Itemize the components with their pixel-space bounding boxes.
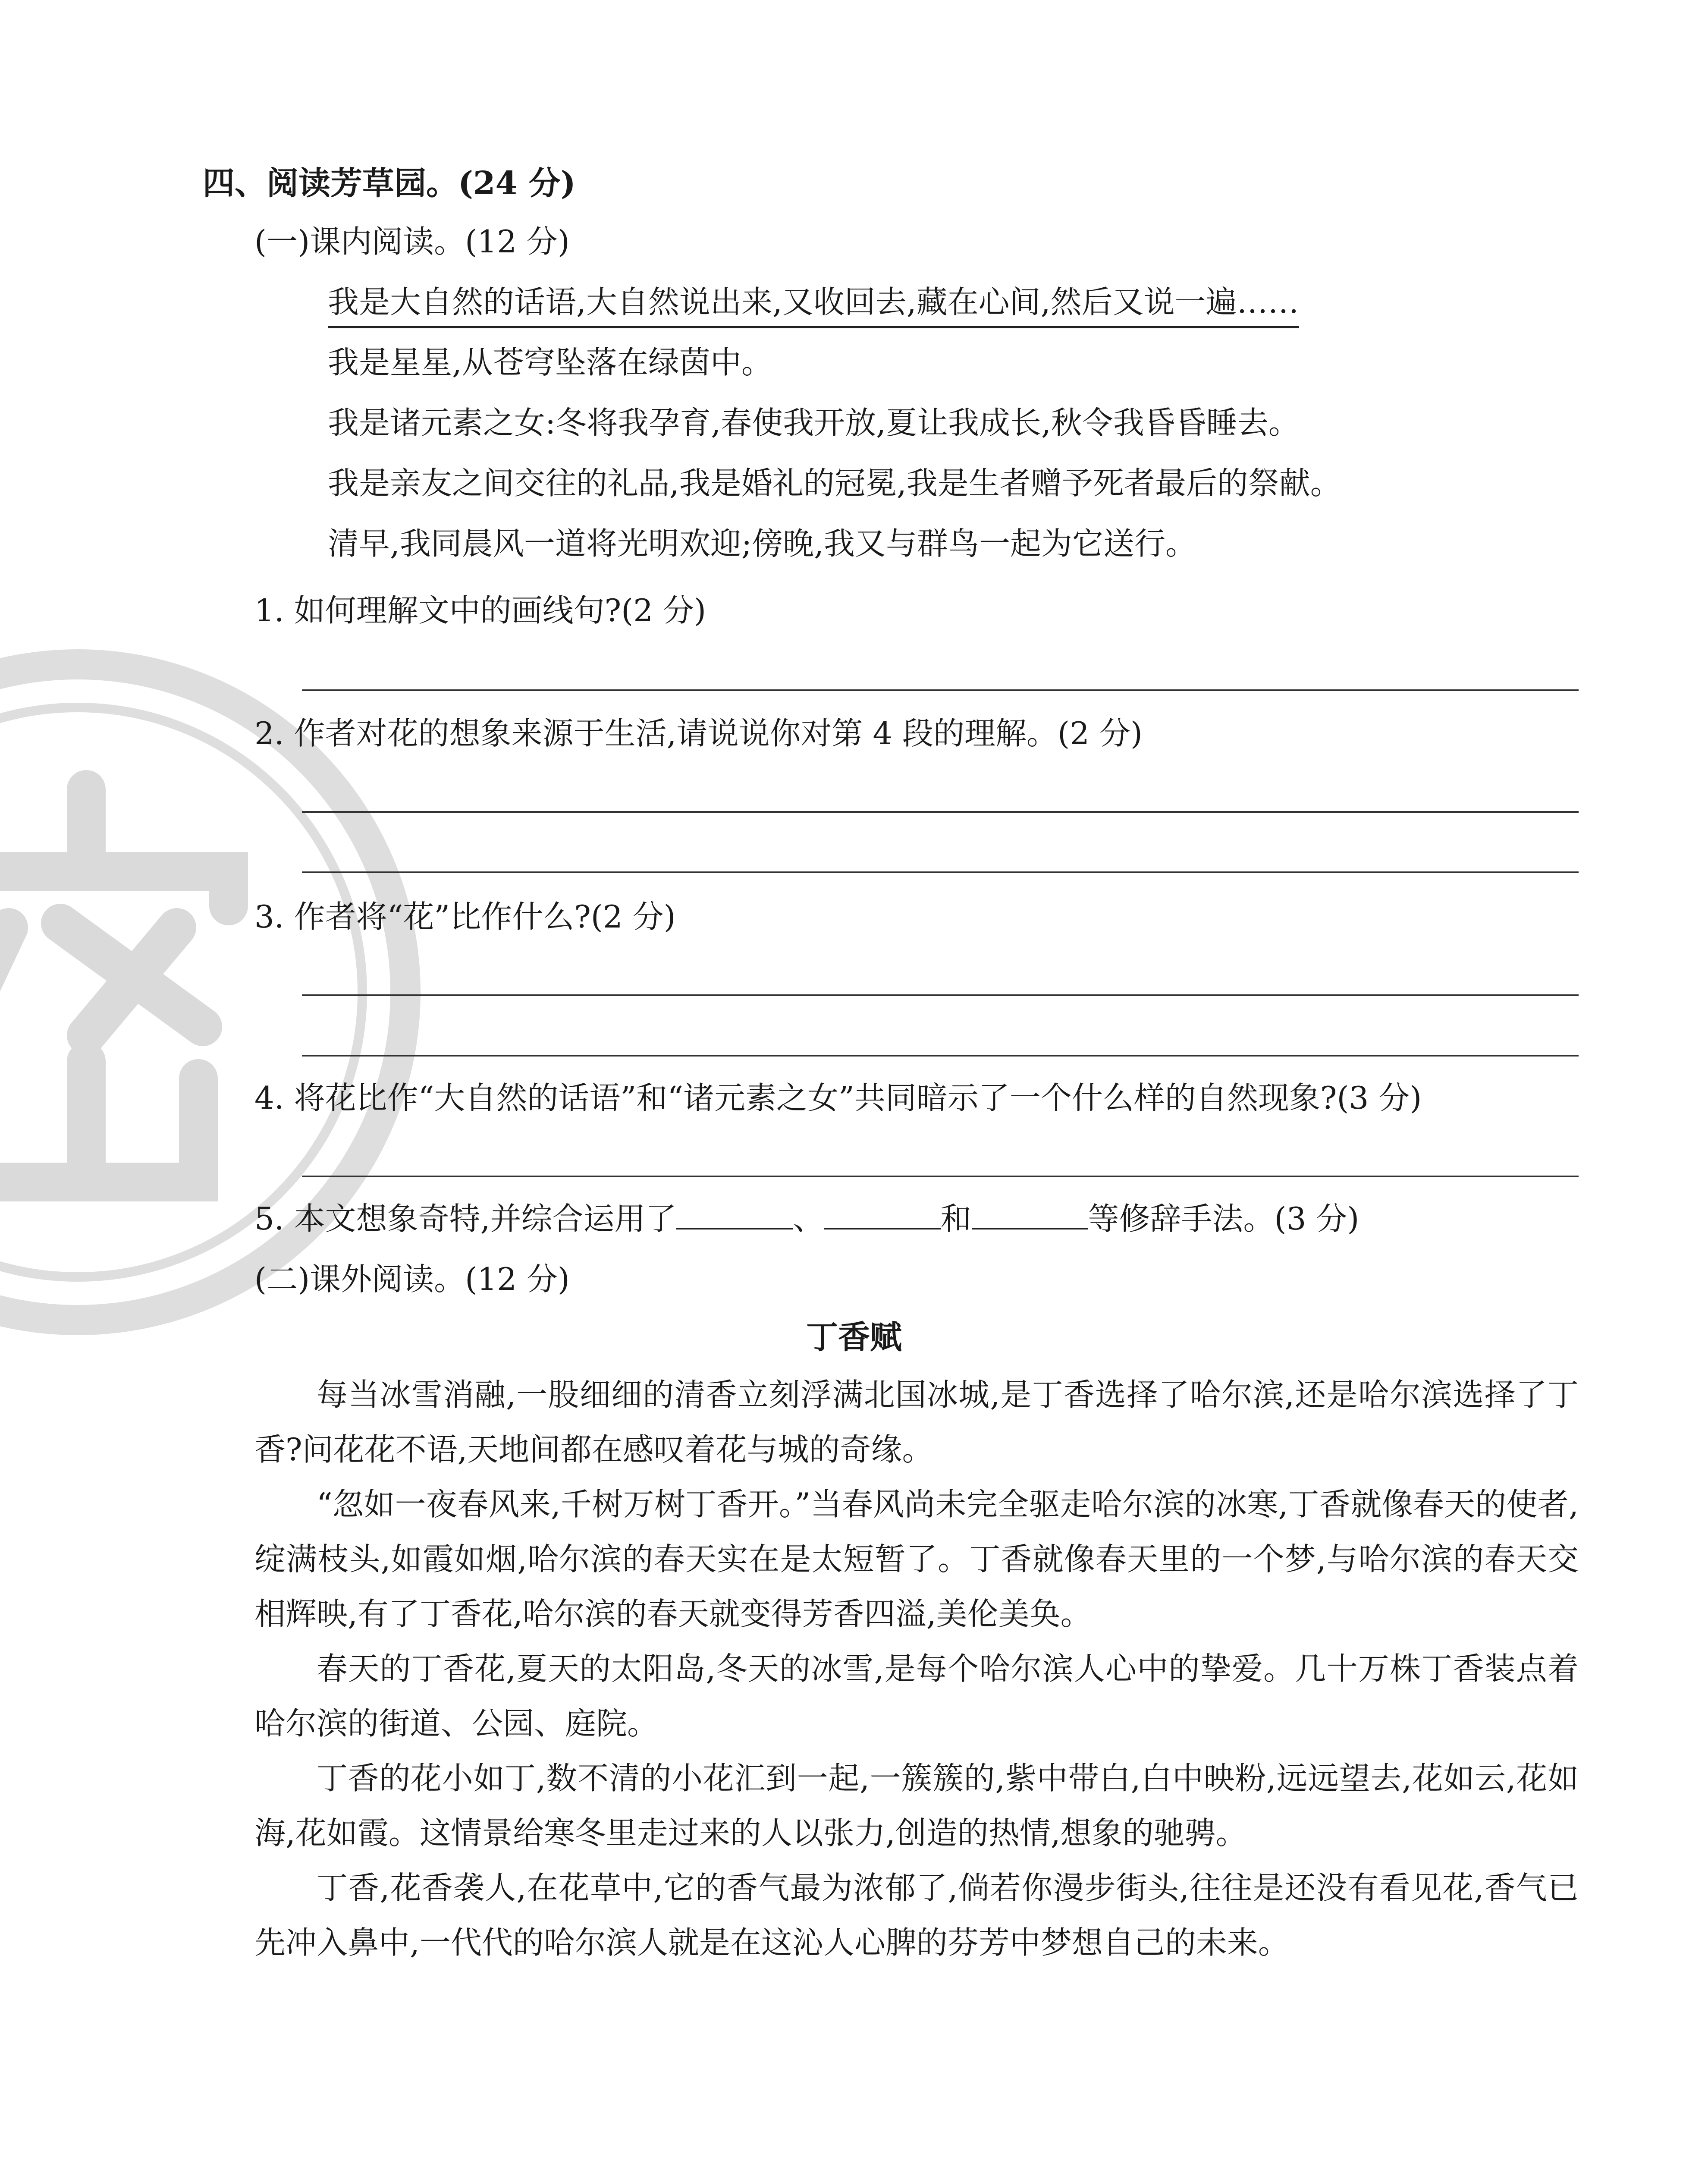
article-body bbox=[254, 1368, 1579, 1970]
answer-line-q2a[interactable] bbox=[302, 811, 1579, 813]
question-1: 1. 如何理解文中的画线句?(2 分) bbox=[254, 592, 706, 629]
poem-line-2: 我是星星,从苍穹坠落在绿茵中。 bbox=[328, 344, 772, 380]
poem-line-1 bbox=[328, 280, 1299, 328]
section-heading: 四、阅读芳草园。(24 分) bbox=[203, 165, 576, 202]
question-5 bbox=[254, 1197, 1359, 1240]
q5-sep-2: 和 bbox=[940, 1201, 972, 1237]
q5-prefix: 5. 本文想象奇特,并综合运用了 bbox=[254, 1201, 677, 1237]
poem-line-3: 我是诸元素之女:冬将我孕育,春使我开放,夏让我成长,秋令我昏昏睡去。 bbox=[328, 405, 1300, 441]
answer-line-q2b[interactable] bbox=[302, 871, 1579, 873]
answer-line-q4[interactable] bbox=[302, 1176, 1579, 1177]
article-paragraph-2: “忽如一夜春风来,千树万树丁香开。”当春风尚未完全驱走哈尔滨的冰寒,丁香就像春天的使者,绽满枝头,如霞如烟,哈尔滨的春天实在是太短暂了。丁香就像春天里的一个梦,与哈尔滨的春天交相辉映,有了丁香花,哈尔滨的春天就变得芳香四溢,美伦美奂。 bbox=[254, 1486, 1579, 1632]
article-paragraph-5: 丁香,花香袭人,在花草中,它的香气最为浓郁了,倘若你漫步街头,往往是还没有看见花,香气已先冲入鼻中,一代代的哈尔滨人就是在这沁人心脾的芬芳中梦想自己的未来。 bbox=[254, 1870, 1579, 1961]
poem-line-4: 我是亲友之间交往的礼品,我是婚礼的冠冕,我是生者赠予死者最后的祭献。 bbox=[328, 465, 1341, 501]
question-2: 2. 作者对花的想象来源于生活,请说说你对第 4 段的理解。(2 分) bbox=[254, 715, 1143, 751]
answer-line-q1[interactable] bbox=[302, 689, 1579, 691]
q5-blank-3[interactable] bbox=[972, 1202, 1088, 1229]
question-4: 4. 将花比作“大自然的话语”和“诸元素之女”共同暗示了一个什么样的自然现象?(3 分) bbox=[254, 1080, 1422, 1116]
answer-line-q3a[interactable] bbox=[302, 994, 1579, 996]
article-title: 丁香赋 bbox=[806, 1319, 902, 1356]
q5-sep-1: 、 bbox=[793, 1201, 824, 1237]
underlined-sentence: 我是大自然的话语,大自然说出来,又收回去,藏在心间,然后又说一遍…… bbox=[328, 280, 1299, 328]
part2-heading: (二)课外阅读。(12 分) bbox=[254, 1261, 570, 1297]
part1-heading: (一)课内阅读。(12 分) bbox=[254, 223, 570, 260]
q5-suffix: 等修辞手法。(3 分) bbox=[1088, 1201, 1359, 1237]
article-paragraph-4: 丁香的花小如丁,数不清的小花汇到一起,一簇簇的,紫中带白,白中映粉,远远望去,花如云,花如海,花如霞。这情景给寒冬里走过来的人以张力,创造的热情,想象的驰骋。 bbox=[254, 1760, 1579, 1851]
q5-blank-1[interactable] bbox=[676, 1202, 793, 1229]
article-paragraph-1: 每当冰雪消融,一股细细的清香立刻浮满北国冰城,是丁香选择了哈尔滨,还是哈尔滨选择了丁香?问花花不语,天地间都在感叹着花与城的奇缘。 bbox=[254, 1377, 1579, 1468]
article-paragraph-3: 春天的丁香花,夏天的太阳岛,冬天的冰雪,是每个哈尔滨人心中的挚爱。几十万株丁香装点着哈尔滨的街道、公园、庭院。 bbox=[254, 1651, 1579, 1742]
q5-blank-2[interactable] bbox=[824, 1202, 941, 1229]
poem-line-5: 清早,我同晨风一道将光明欢迎;傍晚,我又与群鸟一起为它送行。 bbox=[328, 525, 1197, 562]
question-3: 3. 作者将“花”比作什么?(2 分) bbox=[254, 899, 676, 935]
answer-line-q3b[interactable] bbox=[302, 1055, 1579, 1056]
